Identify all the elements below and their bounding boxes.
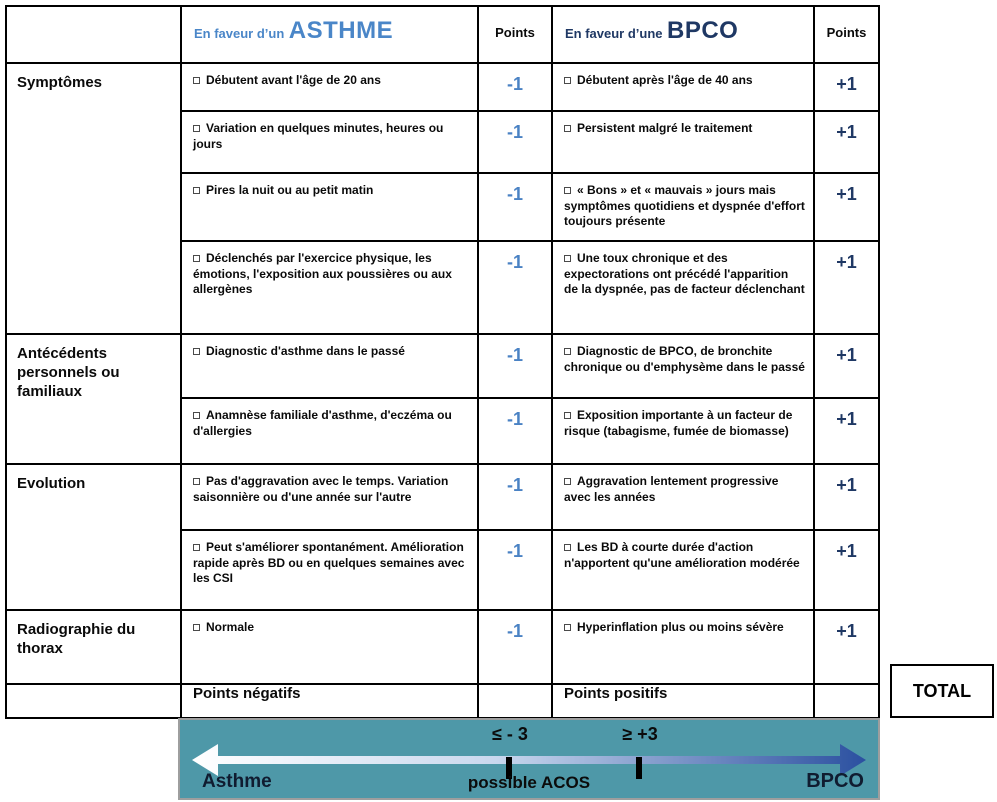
criterion-text: Débutent avant l'âge de 20 ans — [206, 73, 381, 87]
asthme-criterion-cell — [181, 464, 478, 530]
criterion-text: Diagnostic de BPCO, de bronchite chronique ou d'emphysème dans le passé — [564, 344, 805, 374]
asthme-criterion-cell — [181, 173, 478, 241]
asthme-points-value: -1 — [478, 530, 552, 610]
banner-acos-label: possible ACOS — [467, 773, 591, 792]
asthme-points-value: -1 — [478, 334, 552, 398]
corner-empty-cell — [6, 6, 181, 63]
bpco-criterion-cell — [552, 173, 814, 241]
table-row — [6, 610, 879, 684]
totals-row — [6, 684, 879, 718]
interpretation-scale-banner — [178, 718, 880, 800]
checkbox-icon[interactable] — [564, 544, 571, 551]
table-row — [6, 63, 879, 111]
asthme-points-value: -1 — [478, 241, 552, 334]
double-arrow-icon — [192, 744, 866, 776]
asthme-criterion-cell — [181, 610, 478, 684]
criterion-text: Variation en quelques minutes, heures ou jours — [193, 121, 444, 151]
checkbox-icon[interactable] — [193, 478, 200, 485]
header-row — [6, 6, 879, 63]
points-header-right: Points — [814, 6, 879, 63]
section-label-antecedents: Antécédents personnels ou familiaux — [6, 334, 181, 464]
checkbox-icon[interactable] — [564, 77, 571, 84]
threshold-tick-right — [636, 757, 642, 779]
asthme-header-title: ASTHME — [288, 17, 394, 44]
checkbox-icon[interactable] — [564, 187, 571, 194]
asthme-header-prefix: En faveur d’un — [194, 26, 285, 41]
criterion-text: Débutent après l'âge de 40 ans — [577, 73, 753, 87]
criterion-text: Les BD à courte durée d'action n'apportent qu'une amélioration modérée — [564, 540, 800, 570]
section-label-symptomes: Symptômes — [6, 63, 181, 334]
criterion-text: Exposition importante à un facteur de risque (tabagisme, fumée de biomasse) — [564, 408, 793, 438]
left-threshold-label: ≤ - 3 — [492, 724, 528, 744]
points-negatifs-label: Points négatifs — [181, 684, 478, 718]
bpco-criterion-cell — [552, 111, 814, 173]
bpco-column-header — [552, 6, 814, 63]
asthme-criterion-cell — [181, 398, 478, 464]
bpco-header-title: BPCO — [666, 17, 739, 44]
right-threshold-label: ≥ +3 — [622, 724, 658, 744]
negative-total-cell[interactable] — [478, 684, 552, 718]
banner-asthme-label: Asthme — [202, 771, 272, 792]
section-label-radiographie: Radiographie du thorax — [6, 610, 181, 684]
criterion-text: Peut s'améliorer spontanément. Amélioration rapide après BD ou en quelques semaines avec les CSI — [193, 540, 465, 586]
points-positifs-label: Points positifs — [552, 684, 814, 718]
checkbox-icon[interactable] — [193, 125, 200, 132]
checkbox-icon[interactable] — [564, 348, 571, 355]
checkbox-icon[interactable] — [193, 348, 200, 355]
checkbox-icon[interactable] — [193, 412, 200, 419]
criterion-text: Persistent malgré le traitement — [577, 121, 753, 135]
asthme-points-value: -1 — [478, 398, 552, 464]
bpco-points-value: +1 — [814, 398, 879, 464]
asthme-points-value: -1 — [478, 610, 552, 684]
bpco-criterion-cell — [552, 610, 814, 684]
bpco-points-value: +1 — [814, 173, 879, 241]
asthme-criterion-cell — [181, 530, 478, 610]
bpco-header-prefix: En faveur d’une — [565, 26, 663, 41]
checkbox-icon[interactable] — [193, 544, 200, 551]
checkbox-icon[interactable] — [564, 125, 571, 132]
bpco-points-value: +1 — [814, 111, 879, 173]
checkbox-icon[interactable] — [193, 624, 200, 631]
bpco-criterion-cell — [552, 398, 814, 464]
asthme-points-value: -1 — [478, 63, 552, 111]
points-header-left: Points — [478, 6, 552, 63]
bpco-points-value: +1 — [814, 241, 879, 334]
checkbox-icon[interactable] — [564, 478, 571, 485]
bpco-criterion-cell — [552, 334, 814, 398]
asthme-points-value: -1 — [478, 111, 552, 173]
asthme-points-value: -1 — [478, 464, 552, 530]
criterion-text: Pas d'aggravation avec le temps. Variation saisonnière ou d'une année sur l'autre — [193, 474, 449, 504]
table-row — [6, 464, 879, 530]
bpco-points-value: +1 — [814, 334, 879, 398]
acos-score-table — [5, 5, 880, 719]
checkbox-icon[interactable] — [193, 255, 200, 262]
criterion-text: Diagnostic d'asthme dans le passé — [206, 344, 405, 358]
criterion-text: Normale — [206, 620, 255, 634]
asthme-criterion-cell — [181, 111, 478, 173]
banner-bpco-label: BPCO — [806, 770, 864, 792]
asthme-criterion-cell — [181, 241, 478, 334]
total-box — [890, 664, 994, 718]
bpco-points-value: +1 — [814, 464, 879, 530]
table-row — [6, 334, 879, 398]
checkbox-icon[interactable] — [193, 77, 200, 84]
checkbox-icon[interactable] — [564, 255, 571, 262]
bpco-points-value: +1 — [814, 610, 879, 684]
criterion-text: Aggravation lentement progressive avec les années — [564, 474, 779, 504]
asthme-criterion-cell — [181, 334, 478, 398]
bpco-points-value: +1 — [814, 63, 879, 111]
criterion-text: Déclenchés par l'exercice physique, les émotions, l'exposition aux poussières ou aux allergènes — [193, 251, 452, 297]
criterion-text: Une toux chronique et des expectorations ont précédé l'apparition de la dyspnée, pas de facteur déclenchant — [564, 251, 805, 297]
criterion-text: Pires la nuit ou au petit matin — [206, 183, 374, 197]
criterion-text: Hyperinflation plus ou moins sévère — [577, 620, 784, 634]
bpco-points-value: +1 — [814, 530, 879, 610]
asthme-column-header — [181, 6, 478, 63]
total-label: TOTAL — [912, 680, 972, 701]
bpco-criterion-cell — [552, 530, 814, 610]
bpco-criterion-cell — [552, 464, 814, 530]
asthme-criterion-cell — [181, 63, 478, 111]
checkbox-icon[interactable] — [193, 187, 200, 194]
criterion-text: « Bons » et « mauvais » jours mais symptômes quotidiens et dyspnée d'effort toujours présente — [564, 183, 805, 229]
bpco-criterion-cell — [552, 63, 814, 111]
section-label-evolution: Evolution — [6, 464, 181, 610]
checkbox-icon[interactable] — [564, 412, 571, 419]
positive-total-cell[interactable] — [814, 684, 879, 718]
checkbox-icon[interactable] — [564, 624, 571, 631]
empty-cell — [6, 684, 181, 718]
criterion-text: Anamnèse familiale d'asthme, d'eczéma ou d'allergies — [193, 408, 452, 438]
asthme-points-value: -1 — [478, 173, 552, 241]
bpco-criterion-cell — [552, 241, 814, 334]
